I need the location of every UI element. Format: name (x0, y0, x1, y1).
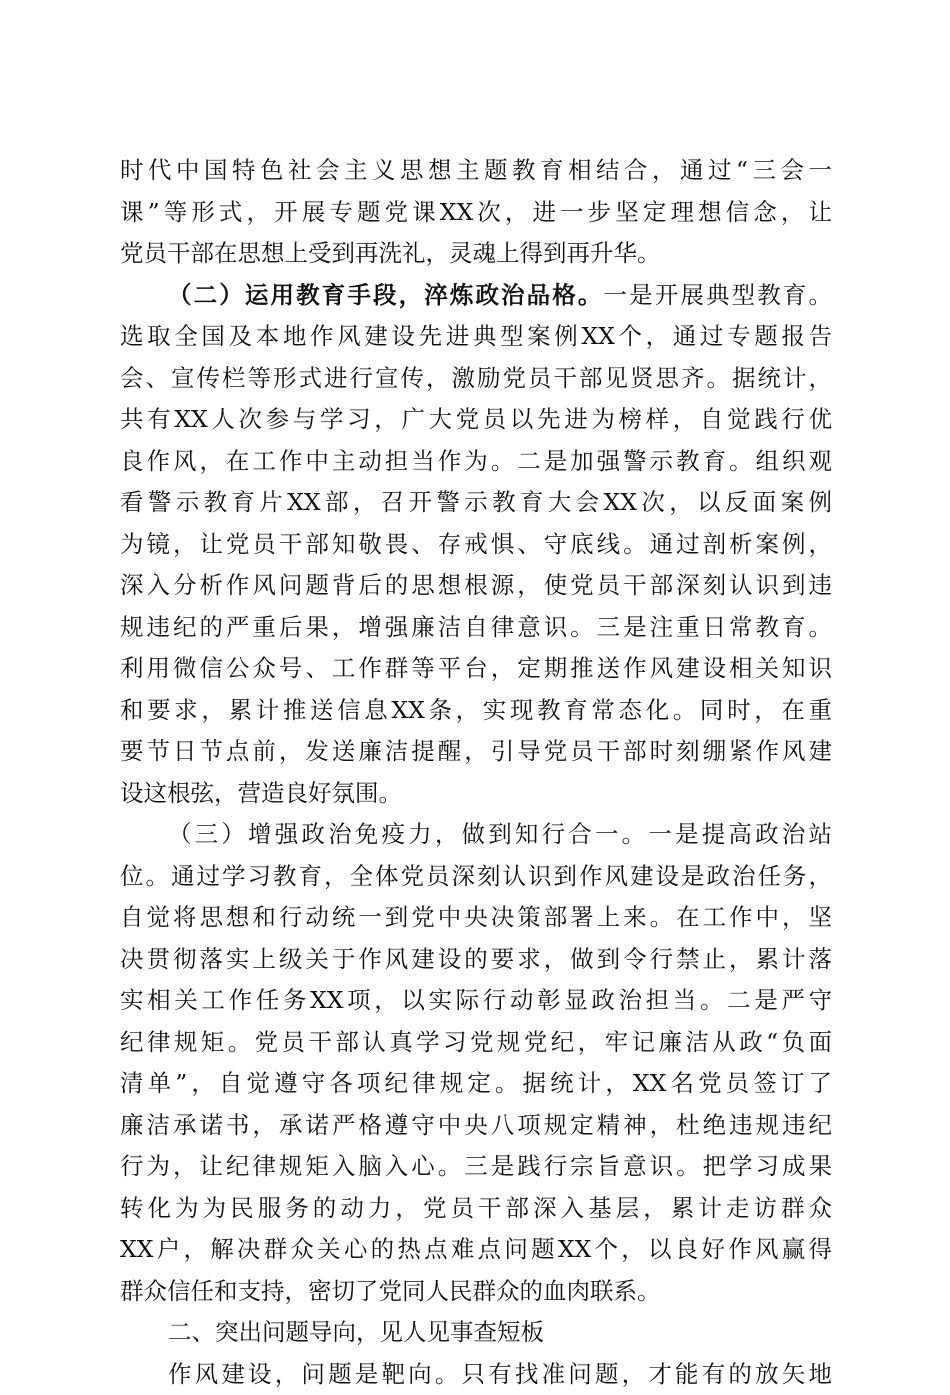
text-line: 实相关工作任务XX项，以实际行动彰显政治担当。二是严守 (120, 980, 832, 1022)
text-line: 设这根弦，营造良好氛围。 (120, 773, 832, 815)
text-line: 作风建设，问题是靶向。只有找准问题，才能有的放矢地 (120, 1354, 832, 1395)
text-line: 利用微信公众号、工作群等平台，定期推送作风建设相关知识 (120, 648, 832, 690)
text-line: 深入分析作风问题背后的思想根源，使党员干部深刻认识到违 (120, 565, 832, 607)
text-line: 清单”，自觉遵守各项纪律规定。据统计，XX名党员签订了 (120, 1063, 832, 1105)
subsection-heading: （二）运用教育手段，淬炼政治品格。 (168, 281, 604, 309)
section-heading: 二、突出问题导向，见人见事查短板 (120, 1312, 832, 1354)
text-line: 共有XX人次参与学习，广大党员以先进为榜样，自觉践行优 (120, 399, 832, 441)
text-line: 看警示教育片XX部，召开警示教育大会XX次，以反面案例 (120, 482, 832, 524)
paragraph-first-line (120, 275, 832, 317)
text-line: 转化为为民服务的动力，党员干部深入基层，累计走访群众 (120, 1188, 832, 1230)
paragraph-political-immunity (120, 814, 832, 1312)
text-line: 选取全国及本地作风建设先进典型案例XX个，通过专题报告 (120, 316, 832, 358)
subsection-heading: （三）增强政治免疫力，做到知行合一。 (168, 820, 648, 848)
text-line: 课”等形式，开展专题党课XX次，进一步坚定理想信念，让 (120, 192, 832, 234)
paragraph-first-line (120, 814, 832, 856)
text-line: 群众信任和支持，密切了党同人民群众的血肉联系。 (120, 1271, 832, 1313)
text-line: 决贯彻落实上级关于作风建设的要求，做到令行禁止，累计落 (120, 939, 832, 981)
text-line: 为镜，让党员干部知敬畏、存戒惧、守底线。通过剖析案例， (120, 524, 832, 566)
text-run: 一是开展典型教育。 (604, 281, 832, 309)
document-page (120, 150, 832, 1395)
paragraph-education-means (120, 275, 832, 815)
text-line: XX户，解决群众关心的热点难点问题XX个，以良好作风赢得 (120, 1229, 832, 1271)
text-line: 廉洁承诺书，承诺严格遵守中央八项规定精神，杜绝违规违纪 (120, 1105, 832, 1147)
text-line: 时代中国特色社会主义思想主题教育相结合，通过“三会一 (120, 150, 832, 192)
text-line: 位。通过学习教育，全体党员深刻认识到作风建设是政治任务， (120, 856, 832, 898)
text-line: 自觉将思想和行动统一到党中央决策部署上来。在工作中，坚 (120, 897, 832, 939)
text-line: 规违纪的严重后果，增强廉洁自律意识。三是注重日常教育。 (120, 607, 832, 649)
text-line: 行为，让纪律规矩入脑入心。三是践行宗旨意识。把学习成果 (120, 1146, 832, 1188)
text-run: 一是提高政治站 (648, 820, 832, 848)
paragraph-problem-orientation (120, 1354, 832, 1395)
text-line: 要节日节点前，发送廉洁提醒，引导党员干部时刻绷紧作风建 (120, 731, 832, 773)
text-line: 会、宣传栏等形式进行宣传，激励党员干部见贤思齐。据统计， (120, 358, 832, 400)
text-line: 良作风，在工作中主动担当作为。二是加强警示教育。组织观 (120, 441, 832, 483)
paragraph-continuation (120, 150, 832, 275)
text-line: 纪律规矩。党员干部认真学习党规党纪，牢记廉洁从政“负面 (120, 1022, 832, 1064)
text-line: 和要求，累计推送信息XX条，实现教育常态化。同时，在重 (120, 690, 832, 732)
text-line: 党员干部在思想上受到再洗礼，灵魂上得到再升华。 (120, 233, 832, 275)
